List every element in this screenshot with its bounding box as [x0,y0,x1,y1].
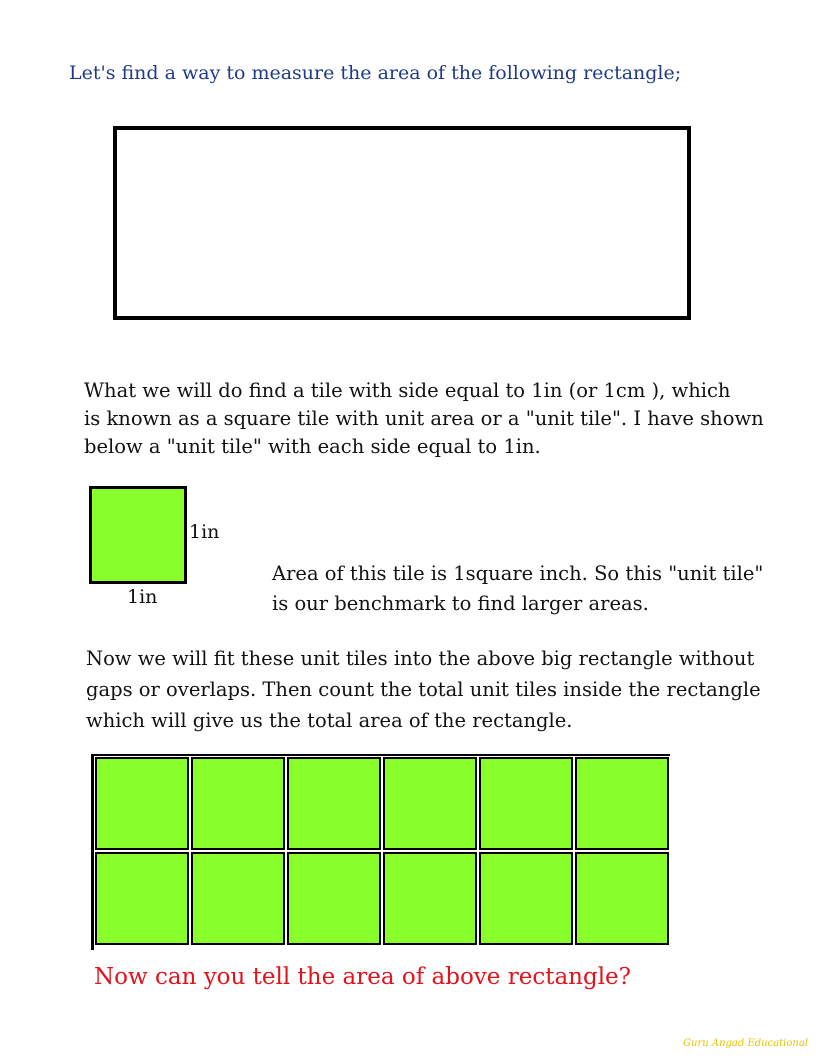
instruction-line-2: gaps or overlaps. Then count the total unit tiles inside the rectangle [86,678,761,701]
grid-tile [383,757,477,850]
empty-rectangle [113,126,691,320]
grid-tile [287,757,381,850]
instruction-line-1: Now we will fit these unit tiles into the above big rectangle without [86,647,755,670]
grid-tile [95,757,189,850]
explanation-line-2: is known as a square tile with unit area or a "unit tile". I have shown [84,407,764,430]
tile-area-paragraph [272,559,763,619]
explanation-paragraph [84,377,764,461]
grid-tile [479,852,573,945]
grid-tile [287,852,381,945]
tiled-rectangle [91,754,670,950]
tile-area-line-1: Area of this tile is 1square inch. So this "unit tile" [272,562,764,585]
grid-tile [479,757,573,850]
explanation-line-1: What we will do find a tile with side equal to 1in (or 1cm ), which [84,379,731,402]
intro-text: Let's find a way to measure the area of the following rectangle; [69,62,682,84]
grid-tile [191,757,285,850]
tile-area-line-2: is our benchmark to find larger areas. [272,592,649,615]
question-text: Now can you tell the area of above rectangle? [94,964,631,990]
tile-bottom-label: 1in [127,586,158,608]
instruction-line-3: which will give us the total area of the rectangle. [86,709,573,732]
instruction-paragraph [86,643,761,736]
grid-tile [191,852,285,945]
explanation-line-3: below a "unit tile" with each side equal to 1in. [84,435,541,458]
tile-side-label: 1in [189,521,220,543]
grid-tile [383,852,477,945]
grid-tile [575,852,669,945]
tile-grid [94,756,670,946]
grid-tile [575,757,669,850]
watermark: Guru Angad Educational [683,1038,808,1049]
grid-tile [95,852,189,945]
unit-tile [89,486,187,584]
